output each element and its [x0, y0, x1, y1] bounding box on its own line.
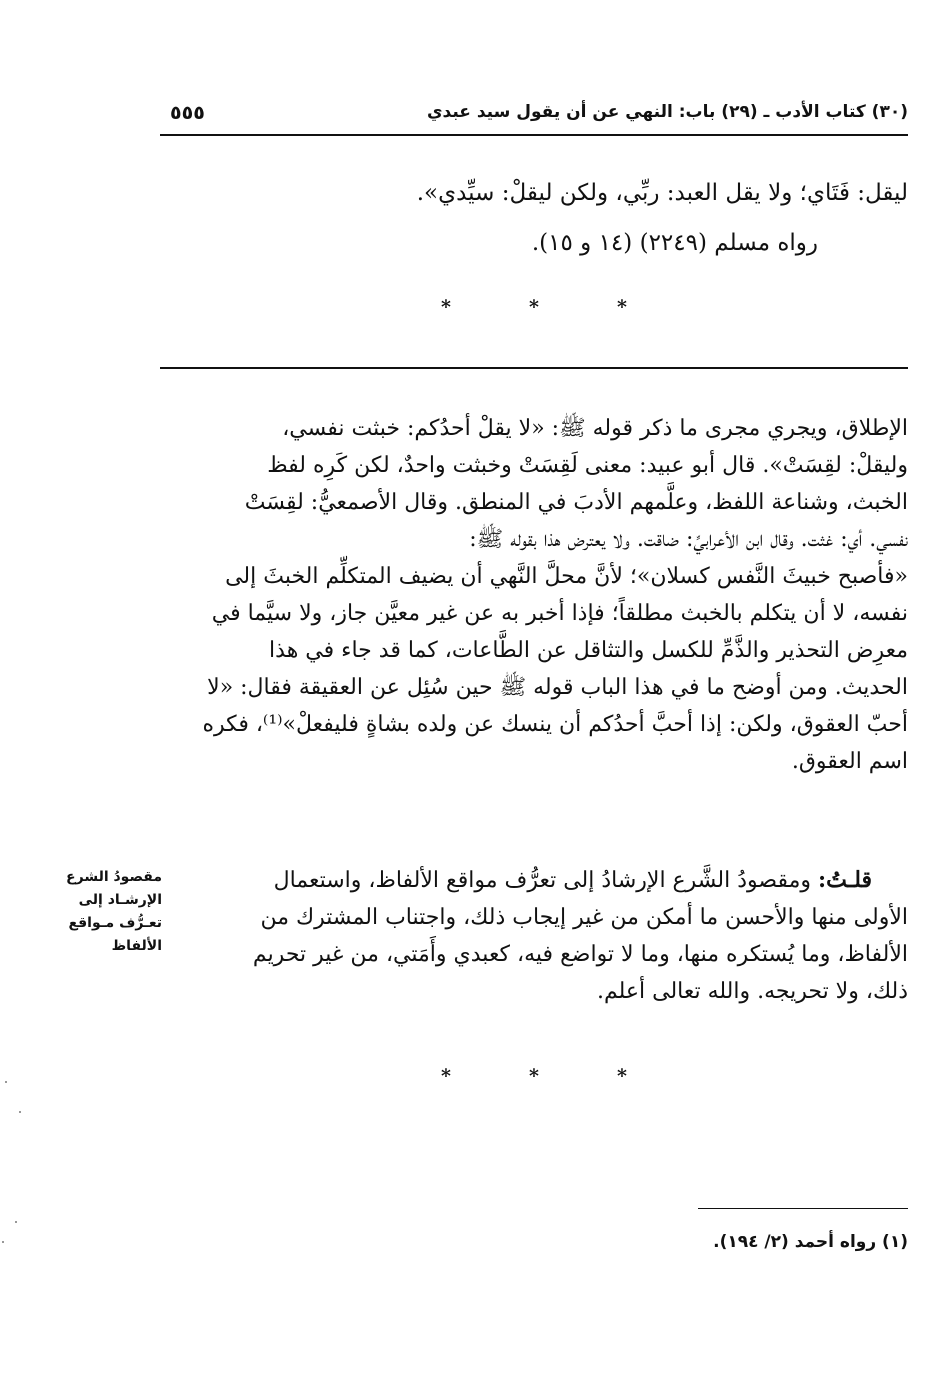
page-number: ٥٥٥ [170, 102, 205, 124]
star-ornament: * [441, 1065, 451, 1087]
note-line: الألفاظ، وما يُستكره منها، وما لا تواضع فيه، كعبدي وأَمَتي، من غير تحريم [252, 942, 908, 967]
commentary-line: معرِض التحذير والذَّمِّ للكسل والتثاقل عن الطَّاعات، كما قد جاء في هذا [269, 638, 908, 663]
commentary-line: الخبث، وشناعة اللفظ، وعلَّمهم الأدبَ في المنطق. وقال الأصمعيُّ: لقِسَتْ [244, 490, 908, 515]
star-ornament: * [529, 1065, 539, 1087]
commentary-line: اسم العقوق. [791, 749, 908, 774]
margin-line: الألفاظ [111, 938, 162, 954]
star-ornament: * [617, 296, 627, 318]
star-ornament: * [617, 1065, 627, 1087]
hadith-line: ليقل: فَتَاي؛ ولا يقل العبد: ربِّي، ولكن ليقلْ: سيِّدي». [416, 180, 908, 206]
commentary-line: «فأصبح خبيثَ النَّفس كسلان»؛ لأنَّ محلَّ النَّهي أن يضيف المتكلِّم الخبثَ إلى [225, 564, 908, 589]
commentary-line: الحديث. ومن أوضح ما في هذا الباب قوله ﷺ حين سُئِل عن العقيقة فقال: «لا [207, 675, 908, 700]
margin-line: مقصودُ الشرع [66, 869, 162, 885]
note-line: الأولى منها والأحسن ما أمكن من غير إيجاب ذلك، واجتناب المشترك من [260, 905, 908, 930]
scan-speck [15, 1221, 17, 1223]
note-label: قلـتُ: [818, 867, 872, 893]
margin-line: تعـرُّف مـواقع [68, 915, 162, 931]
header-title: (٣٠) كتاب الأدب ـ (٢٩) باب: النهي عن أن يقول سيد عبدي [426, 102, 908, 122]
note-line: ومقصودُ الشَّرع الإرشادُ إلى تعرُّف مواقع الألفاظ، واستعمال [273, 868, 812, 893]
footnote: (١) رواه أحمد (٢/ ١٩٤). [713, 1232, 908, 1252]
note-line: ذلك، ولا تحريجه. والله تعالى أعلم. [596, 979, 908, 1004]
scan-speck [2, 1241, 4, 1243]
star-ornament: * [529, 296, 539, 318]
scan-speck [5, 1081, 7, 1083]
commentary-line: الإطلاق، ويجري مجرى ما ذكر قوله ﷺ: «لا يقلْ أحدُكم: خبثت نفسي، [282, 416, 908, 441]
commentary-line: نفسي. أي: غثت. وقال ابن الأعرابيِّ: ضاقت. ولا يعترض هذا بقوله ﷺ: [469, 527, 908, 552]
margin-line: الإرشـاد إلى [78, 892, 162, 908]
commentary-line: أحبّ العقوق، ولكن: إذا أحبَّ أحدُكم أن ينسك عن ولده بشاةٍ فليفعلْ»⁽¹⁾، فكره [202, 712, 908, 737]
star-ornament: * [441, 296, 451, 318]
commentary-line: نفسه، لا أن يتكلم بالخبث مطلقاً؛ فإذا أخبر به عن غير معيَّن جاز، ولا سيَّما في [211, 601, 908, 626]
commentary-line: وليقلْ: لقِسَتْ». قال أبو عبيد: معنى لَقِسَتْ وخبثت واحدٌ، لكن كَرِه لفظ [267, 453, 908, 478]
hadith-reference: رواه مسلم (٢٢٤٩) (١٤ و ١٥). [531, 230, 818, 256]
scan-speck [19, 1111, 21, 1113]
